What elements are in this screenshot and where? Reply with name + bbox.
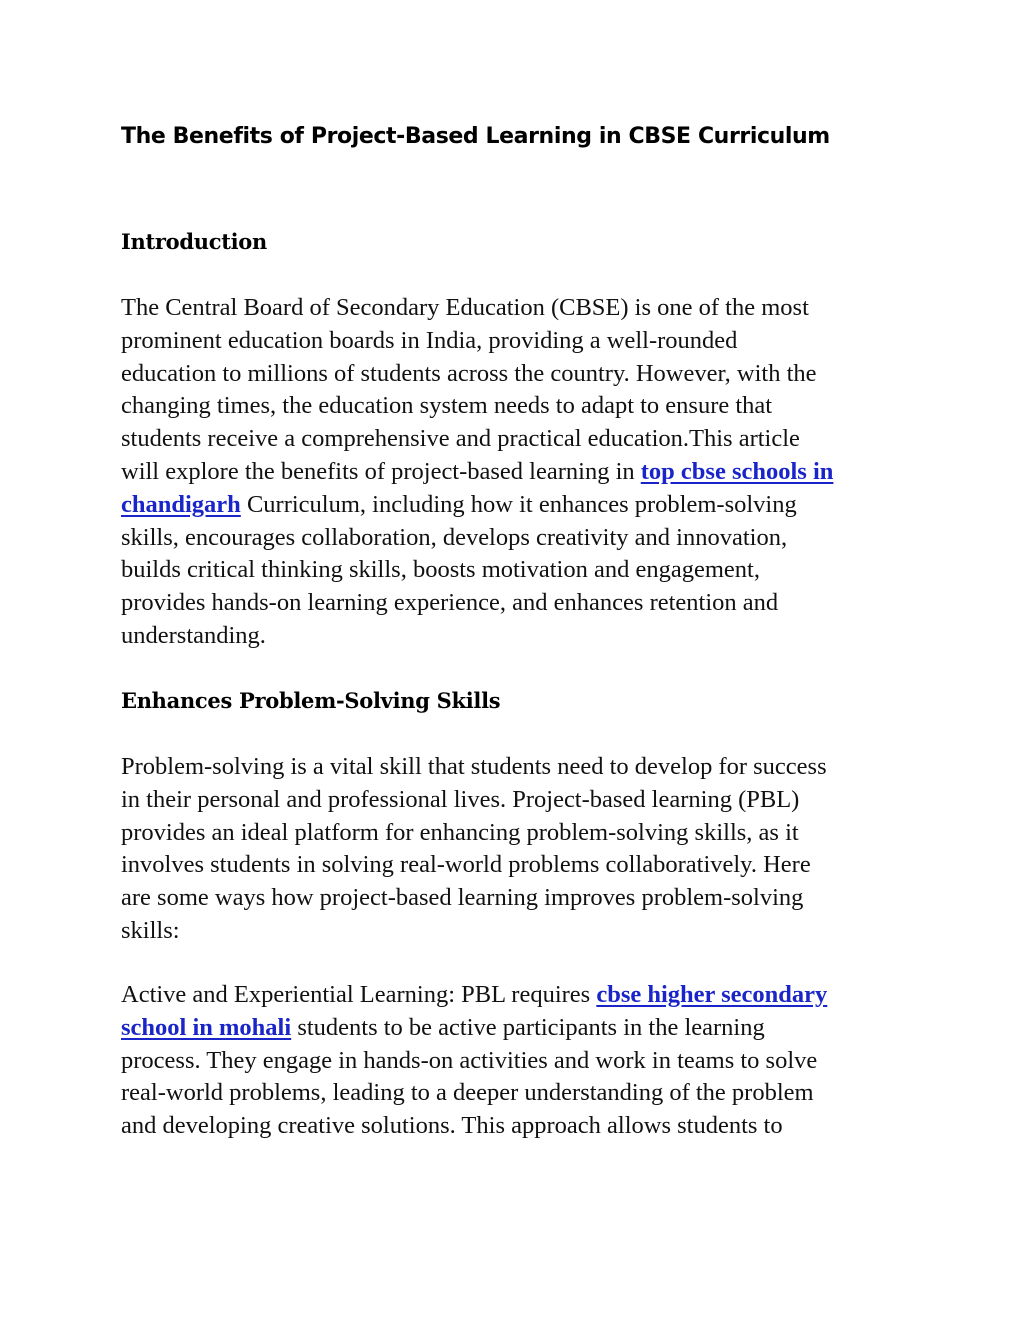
paragraph-text: Active and Experiential Learning: PBL requires: [121, 981, 597, 1008]
paragraph-line: skills, encourages collaboration, develops creativity and innovation,: [121, 523, 788, 551]
paragraph-line: prominent education boards in India, providing a well-rounded: [121, 326, 738, 354]
section-heading-introduction: Introduction: [121, 229, 267, 254]
link-top-cbse-schools-in-chandigarh-part1[interactable]: top cbse schools in: [640, 457, 834, 485]
paragraph-line: and developing creative solutions. This approach allows students to: [121, 1112, 783, 1140]
paragraph-line: Problem-solving is a vital skill that students need to develop for success: [121, 753, 827, 780]
paragraph-line: students receive a comprehensive and practical education.This article: [121, 425, 800, 453]
paragraph-line: skills:: [121, 916, 180, 944]
paragraph-line: are some ways how project-based learning improves problem-solving: [121, 884, 804, 912]
paragraph-line: in their personal and professional lives. Project-based learning (PBL): [121, 785, 800, 813]
paragraph-line: provides an ideal platform for enhancing problem-solving skills, as it: [121, 818, 799, 846]
paragraph-line: The Central Board of Secondary Education (CBSE) is one of the most: [121, 294, 809, 321]
paragraph-line: [121, 1012, 911, 1045]
paragraph-line: [121, 456, 911, 489]
section-heading-problem-solving: Enhances Problem-Solving Skills: [121, 688, 501, 713]
paragraph-line: real-world problems, leading to a deeper understanding of the problem: [121, 1079, 814, 1107]
paragraph-line: involves students in solving real-world problems collaboratively. Here: [121, 851, 811, 879]
document-title: The Benefits of Project-Based Learning in CBSE Curriculum: [121, 124, 830, 149]
active-learning-paragraph: [121, 979, 911, 1143]
paragraph-text: will explore the benefits of project-based learning in: [121, 457, 641, 485]
paragraph-line: [121, 489, 911, 522]
introduction-paragraph: [121, 292, 911, 653]
problem-solving-paragraph: [121, 751, 911, 948]
paragraph-line: changing times, the education system needs to adapt to ensure that: [121, 392, 773, 420]
paragraph-line: provides hands-on learning experience, and enhances retention and: [121, 589, 779, 617]
link-cbse-higher-secondary-school-in-mohali-part2[interactable]: school in mohali: [121, 1013, 292, 1041]
paragraph-line: [121, 979, 911, 1012]
paragraph-line: education to millions of students across the country. However, with the: [121, 359, 817, 387]
link-cbse-higher-secondary-school-in-mohali-part1[interactable]: cbse higher secondary: [596, 981, 828, 1008]
paragraph-line: builds critical thinking skills, boosts motivation and engagement,: [121, 556, 760, 584]
paragraph-text: students to be active participants in the learning: [291, 1013, 765, 1041]
paragraph-text: Curriculum, including how it enhances problem-solving: [240, 490, 797, 518]
paragraph-line: process. They engage in hands-on activities and work in teams to solve: [121, 1046, 818, 1074]
paragraph-line: understanding.: [121, 621, 266, 649]
link-top-cbse-schools-in-chandigarh-part2[interactable]: chandigarh: [121, 490, 241, 518]
